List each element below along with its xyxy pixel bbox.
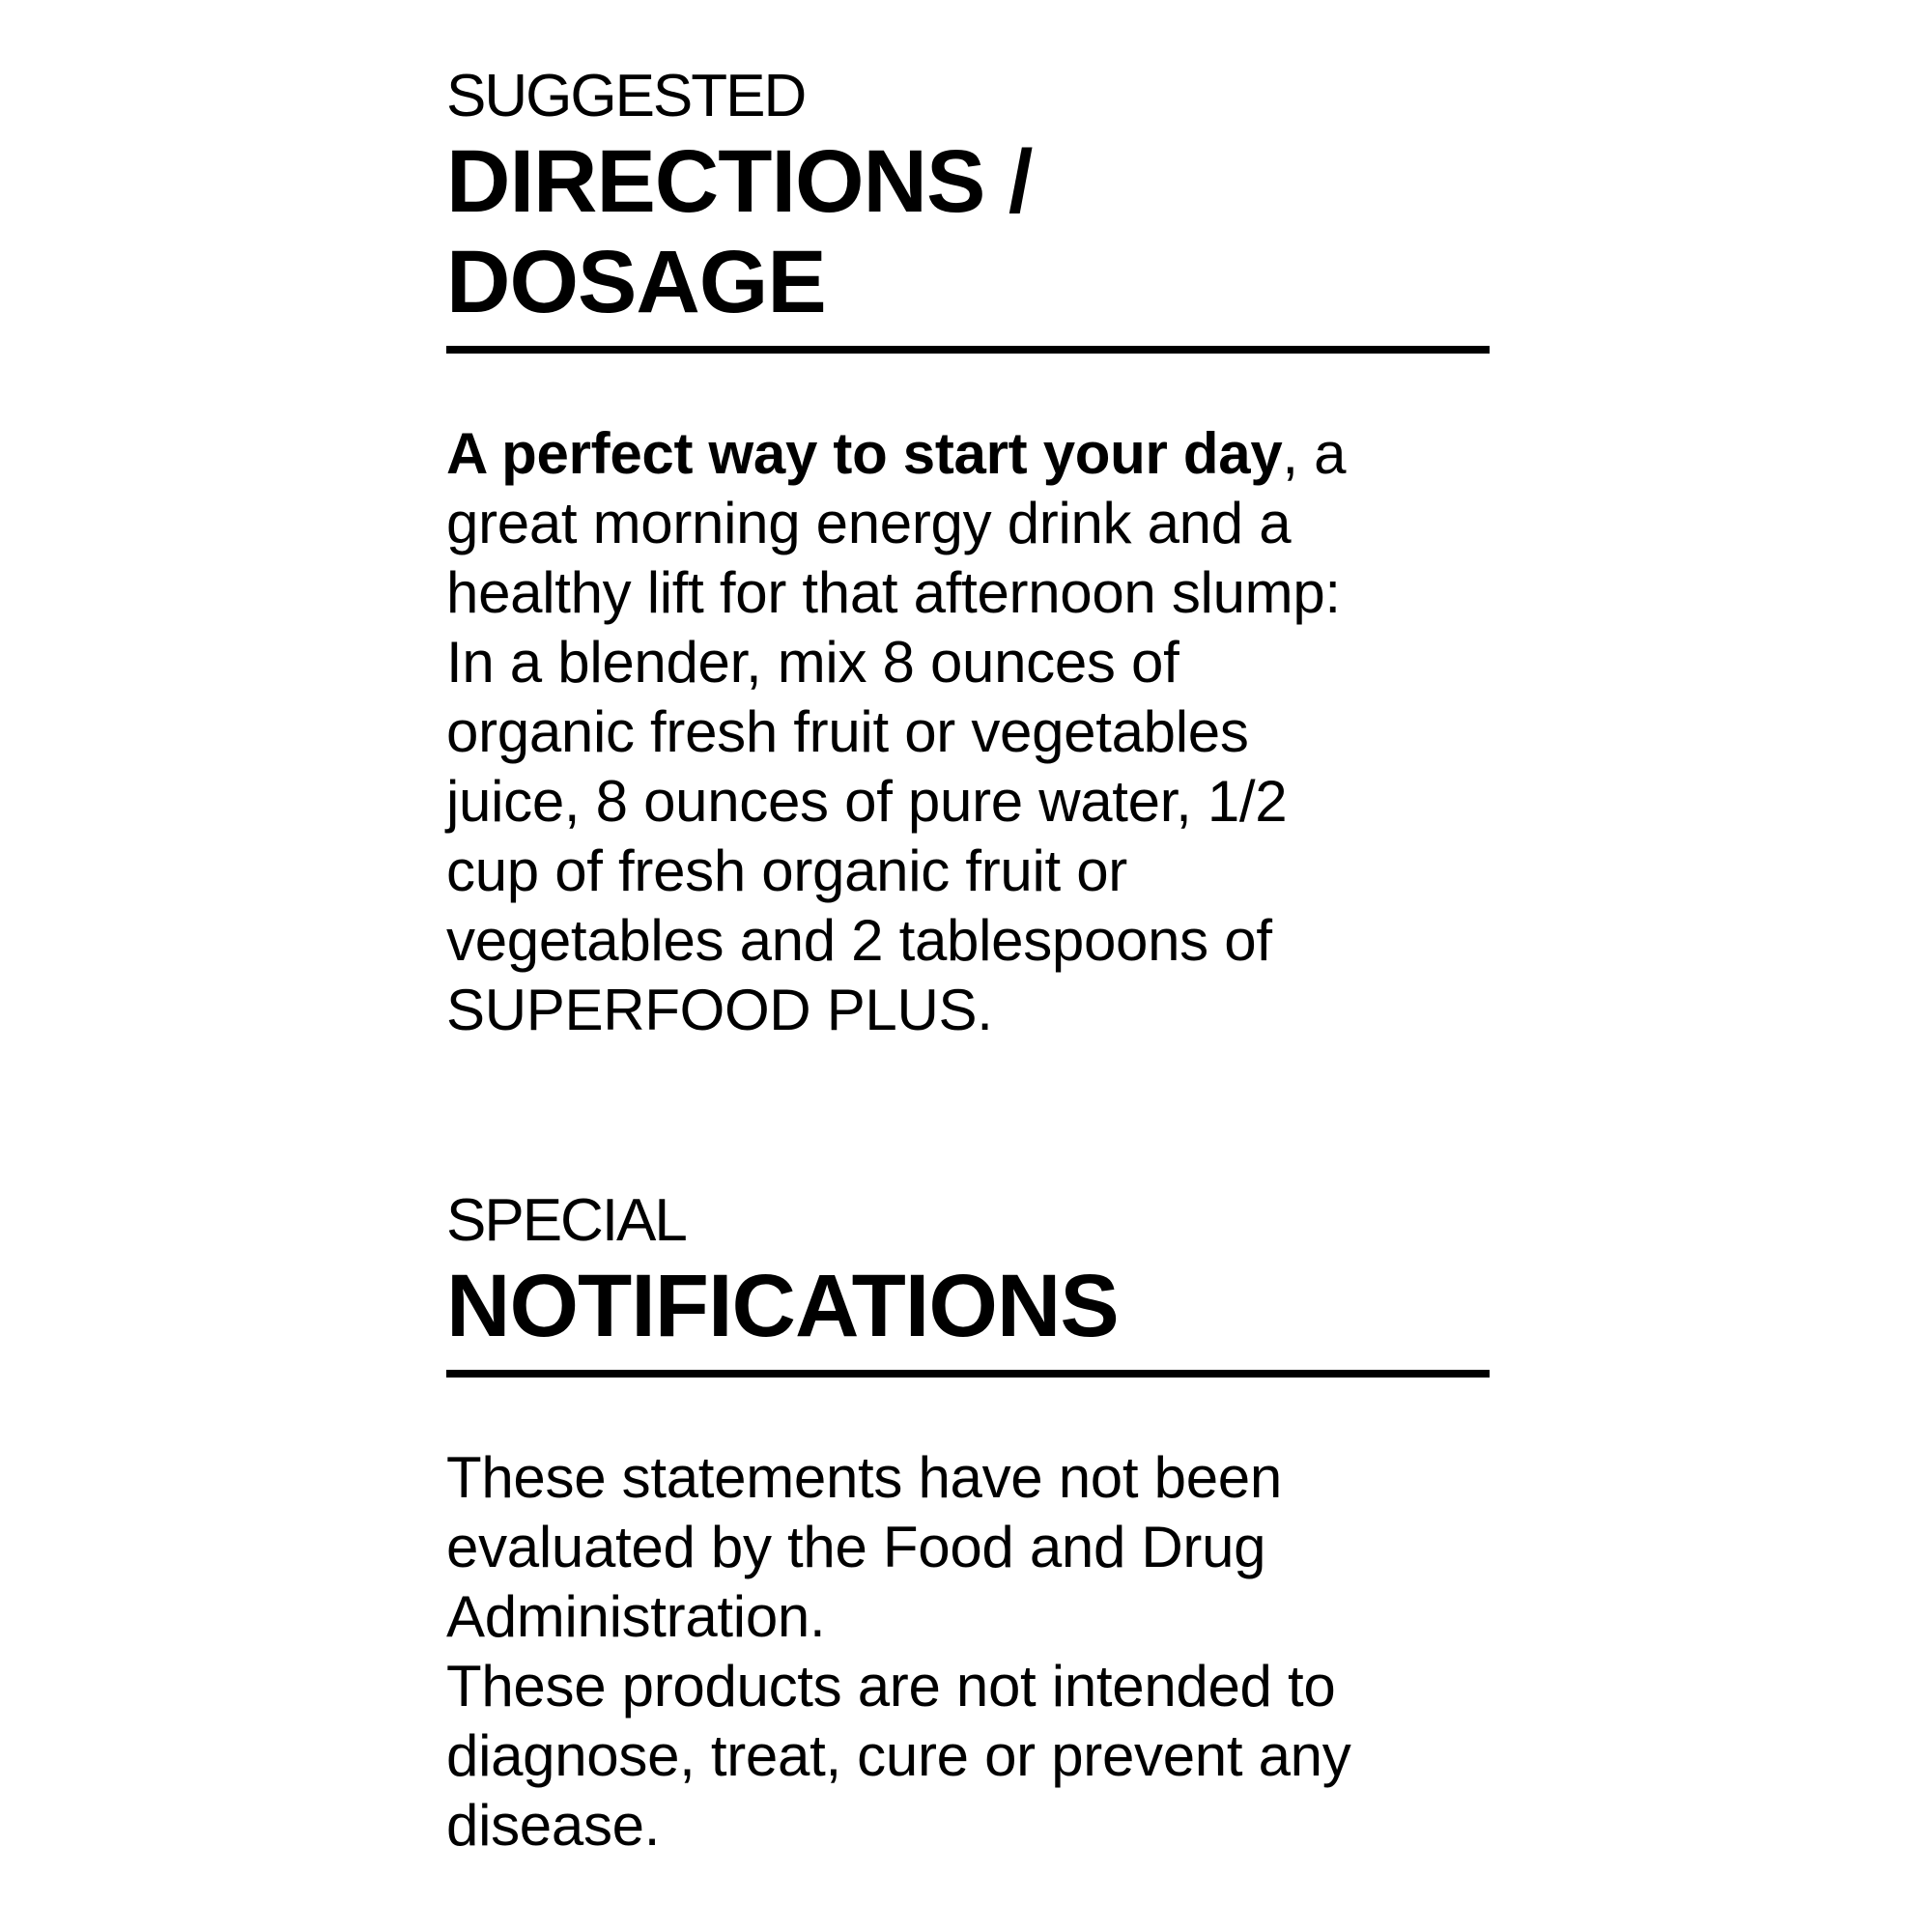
directions-body-line: vegetables and 2 tablespoons of — [446, 908, 1272, 973]
directions-body-line: SUPERFOOD PLUS. — [446, 978, 993, 1042]
directions-lead-rest: , a — [1282, 421, 1347, 486]
notifications-body-line: disease. — [446, 1793, 661, 1858]
directions-lead-bold: A perfect way to start your day — [446, 421, 1283, 486]
directions-body-line: In a blender, mix 8 ounces of — [446, 630, 1179, 695]
directions-body-line: cup of fresh organic fruit or — [446, 838, 1127, 903]
directions-body-line: organic fresh fruit or vegetables — [446, 699, 1249, 764]
directions-heading — [446, 131, 1490, 332]
notifications-divider — [446, 1370, 1490, 1378]
notifications-body-line: These products are not intended to — [446, 1654, 1336, 1719]
directions-body-line: great morning energy drink and a — [446, 491, 1292, 555]
directions-heading-line1: DIRECTIONS / — [446, 132, 1033, 231]
notifications-body-line: Administration. — [446, 1584, 826, 1649]
directions-section — [446, 62, 1490, 1045]
directions-divider — [446, 346, 1490, 354]
directions-heading-line2: DOSAGE — [446, 233, 826, 331]
notifications-body-line: diagnose, treat, cure or prevent any — [446, 1723, 1351, 1788]
directions-body — [446, 419, 1490, 1045]
notifications-heading: NOTIFICATIONS — [446, 1257, 1119, 1355]
notifications-body-line: evaluated by the Food and Drug — [446, 1515, 1266, 1579]
directions-body-line: juice, 8 ounces of pure water, 1/2 — [446, 769, 1288, 834]
notifications-body — [446, 1443, 1490, 1861]
notifications-kicker: SPECIAL — [446, 1187, 686, 1254]
notifications-section — [446, 1186, 1490, 1861]
notifications-body-line: These statements have not been — [446, 1445, 1282, 1510]
directions-kicker: SUGGESTED — [446, 63, 806, 129]
directions-body-line — [446, 419, 1490, 489]
directions-body-line: healthy lift for that afternoon slump: — [446, 560, 1341, 625]
